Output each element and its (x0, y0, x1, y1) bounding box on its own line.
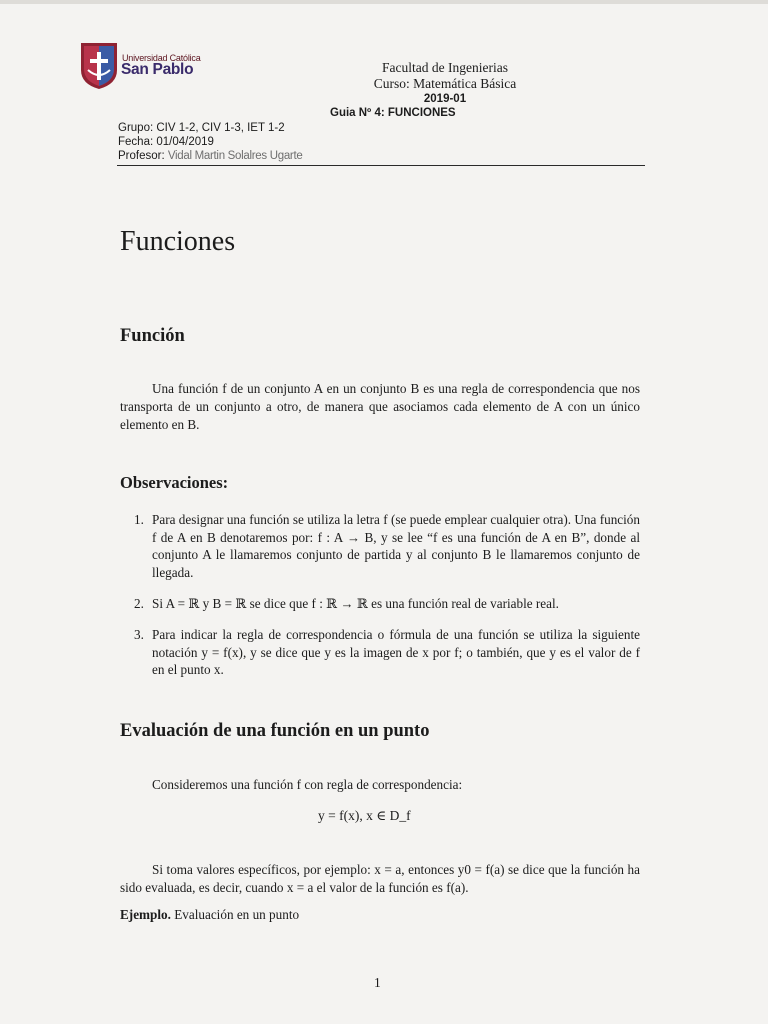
logo-university-text: Universidad Católica (122, 53, 201, 63)
professor-name: Vidal Martin Solalres Ugarte (167, 150, 303, 162)
logo-name-text: San Pablo (121, 61, 194, 78)
list-item-text: Para designar una función se utiliza la letra f (se puede emplear cualquier otra). Una función f de A en B denotaremos por: f : A → B, y se lee “f es una función de A en B”, donde al conjunto A le llamaremos conjunto de partida y al conjunto B le llamaremos conjunto de llegada. (152, 512, 640, 580)
section-heading-funcion: Función (120, 326, 185, 346)
section-heading-observaciones: Observaciones: (120, 473, 229, 492)
course-line: Curso: Matemática Básica (373, 76, 517, 91)
faculty-line: Facultad de Ingenierias (382, 60, 508, 75)
list-item-text: Para indicar la regla de correspondencia o fórmula de una función se utiliza la siguiente notación y = f(x), y se dice que y es la imagen de x por f; o también, que y es el valor de f en el punto x. (152, 627, 640, 677)
list-item-text: Si A = ℝ y B = ℝ se dice que f : ℝ → ℝ es una función real de variable real. (152, 596, 559, 611)
example-line (120, 907, 299, 923)
evaluation-intro: Consideremos una función f con regla de correspondencia: (152, 777, 463, 792)
professor-line (118, 150, 302, 162)
evaluation-paragraph (120, 861, 640, 897)
list-item-number: 3. (134, 627, 144, 642)
evaluation-text: Si toma valores específicos, por ejemplo: x = a, entonces y0 = f(a) se dice que la función ha sido evaluada, es decir, cuando x = a el valor de la función es f(a). (120, 862, 640, 895)
university-logo (78, 40, 203, 92)
date-line: Fecha: 01/04/2019 (118, 136, 214, 148)
page-number: 1 (374, 975, 381, 990)
section-heading-evaluacion: Evaluación de una función en un punto (120, 721, 430, 741)
shield-cross-icon (78, 40, 120, 90)
list-item-number: 2. (134, 596, 144, 611)
professor-label: Profesor: (118, 150, 165, 162)
definition-text: Una función f de un conjunto A en un conjunto B es una regla de correspondencia que nos transporta de un conjunto a otro, de manera que asociamos cada elemento de A con un único elemento en B. (120, 381, 640, 432)
list-item-number: 1. (134, 512, 144, 527)
definition-paragraph (120, 380, 640, 434)
group-line: Grupo: CIV 1-2, CIV 1-3, IET 1-2 (118, 122, 285, 134)
page-title: Funciones (120, 226, 236, 257)
example-label: Ejemplo. (120, 907, 171, 922)
scan-top-edge (0, 0, 768, 4)
example-text: Evaluación en un punto (174, 907, 300, 922)
header-divider (117, 165, 645, 166)
term-line: 2019-01 (423, 93, 467, 105)
equation: y = f(x), x ∈ D_f (318, 808, 411, 823)
guide-line: Guia Nº 4: FUNCIONES (330, 107, 456, 119)
